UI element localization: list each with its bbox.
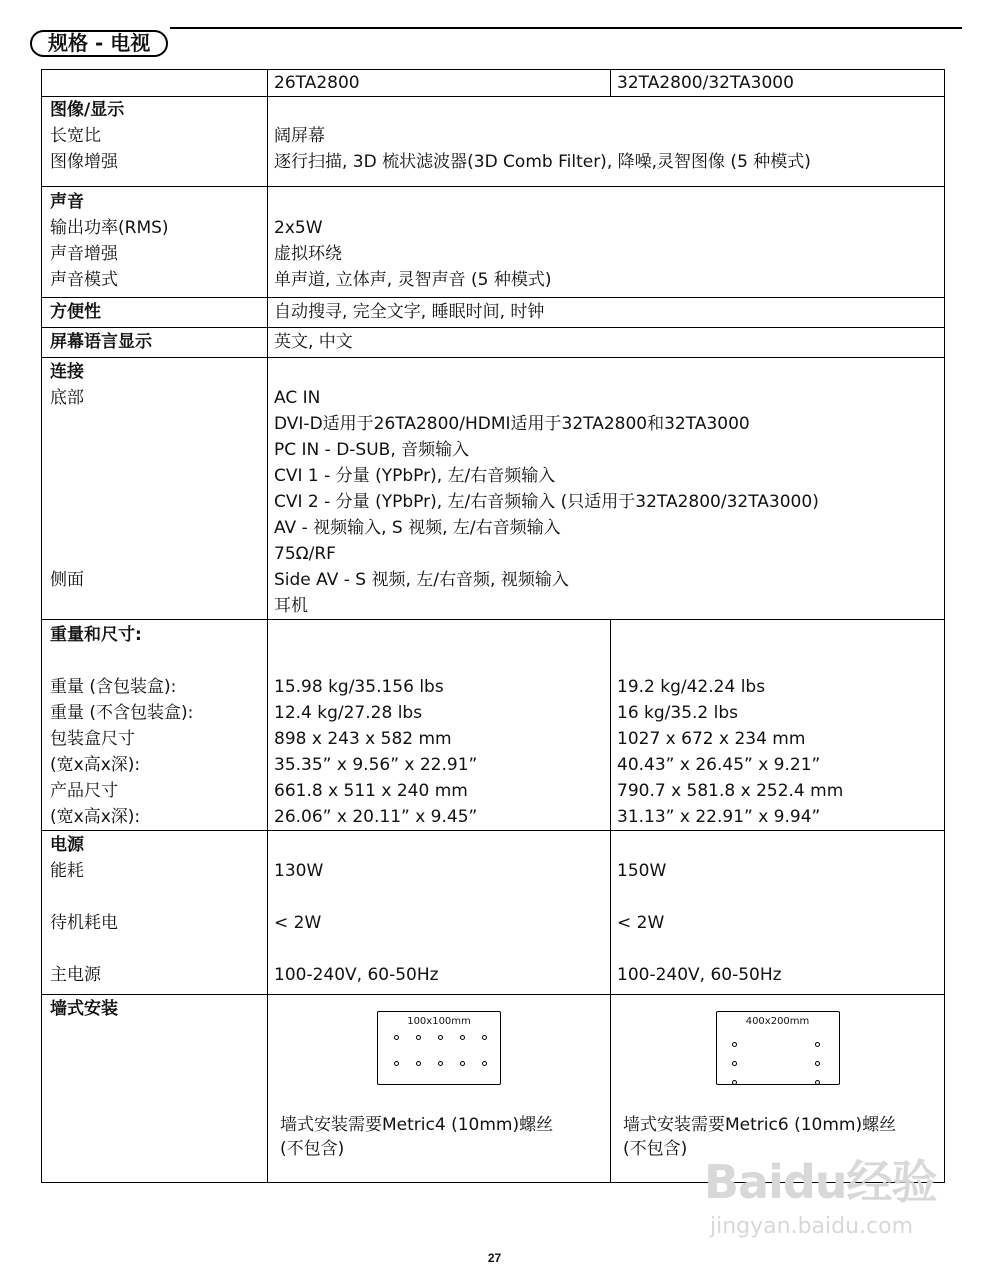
spec-value: 35.35” x 9.56” x 22.91” (274, 755, 478, 775)
spec-value: 12.4 kg/27.28 lbs (274, 703, 423, 723)
hole-dot (438, 1061, 443, 1066)
hole-dot (460, 1061, 465, 1066)
wall-mount-col-26 (268, 995, 611, 1183)
spec-label: 声音增强 (50, 244, 118, 264)
spec-value: AC IN (274, 388, 321, 408)
row-dimensions (42, 620, 945, 831)
watermark-url: jingyan.baidu.com (710, 1214, 914, 1239)
spec-label: 长宽比 (50, 126, 101, 146)
sound-labels (42, 187, 268, 298)
spec-label: 重量 (含包装盒): (50, 677, 177, 697)
row-sound (42, 187, 945, 298)
spec-value: 130W (274, 861, 324, 881)
wall-mount-note (611, 1085, 944, 1167)
spec-value: 虚拟环绕 (274, 244, 342, 264)
hole-dot (460, 1035, 465, 1040)
spec-value: 耳机 (274, 596, 308, 616)
wall-mount-diagram-400x200 (716, 1011, 840, 1085)
osd-label (42, 328, 268, 358)
spec-label: 待机耗电 (50, 913, 118, 933)
dimensions-labels (42, 620, 268, 831)
spec-label: 图像增强 (50, 152, 118, 172)
spec-value: 40.43” x 26.45” x 9.21” (617, 755, 821, 775)
row-power (42, 831, 945, 995)
category-title: 重量和尺寸: (50, 625, 142, 645)
row-wall-mount (42, 995, 945, 1183)
spec-label: 能耗 (50, 861, 84, 881)
wall-mount-label (42, 995, 268, 1183)
hole-dot (815, 1061, 820, 1066)
spec-value: 100-240V, 60-50Hz (617, 965, 782, 985)
spec-value: 单声道, 立体声, 灵智声音 (5 种模式) (274, 270, 552, 290)
convenience-value: 自动搜寻, 完全文字, 睡眠时间, 时钟 (268, 298, 945, 328)
spec-label: 产品尺寸 (50, 781, 118, 801)
spec-value: 16 kg/35.2 lbs (617, 703, 739, 723)
spec-value: AV - 视频输入, S 视频, 左/右音频输入 (274, 518, 561, 538)
category-title: 墙式安装 (50, 999, 118, 1019)
row-connectivity (42, 358, 945, 620)
hole-dot (732, 1080, 737, 1085)
spec-value: Side AV - S 视频, 左/右音频, 视频输入 (274, 570, 569, 590)
spec-value: 898 x 243 x 582 mm (274, 729, 452, 749)
spec-value: CVI 2 - 分量 (YPbPr), 左/右音频输入 (只适用于32TA2800/32TA3000) (274, 492, 819, 512)
spec-value: CVI 1 - 分量 (YPbPr), 左/右音频输入 (274, 466, 556, 486)
dimensions-col-32 (611, 620, 945, 831)
hole-dot (732, 1042, 737, 1047)
power-col-26 (268, 831, 611, 995)
spec-value: < 2W (617, 913, 665, 933)
spec-value: 26.06” x 20.11” x 9.45” (274, 807, 478, 827)
spec-label: 包装盒尺寸 (50, 729, 135, 749)
category-title: 方便性 (50, 302, 101, 322)
hole-dot (815, 1080, 820, 1085)
spec-label: 声音模式 (50, 270, 118, 290)
page-number: 27 (487, 1251, 502, 1265)
sound-values (268, 187, 945, 298)
spec-value: 790.7 x 581.8 x 252.4 mm (617, 781, 844, 801)
category-title: 声音 (50, 192, 84, 212)
spec-label: 主电源 (50, 965, 101, 985)
spec-value: 阔屏幕 (274, 126, 325, 146)
wall-mount-note-line: 墙式安装需要Metric4 (10mm)螺丝 (280, 1115, 554, 1135)
hole-dot (394, 1035, 399, 1040)
power-labels (42, 831, 268, 995)
spec-value: 100-240V, 60-50Hz (274, 965, 439, 985)
header-col1 (42, 70, 268, 97)
row-picture (42, 97, 945, 187)
spec-value: < 2W (274, 913, 322, 933)
spec-value: 19.2 kg/42.24 lbs (617, 677, 766, 697)
hole-dot (416, 1035, 421, 1040)
header-model-32: 32TA2800/32TA3000 (611, 70, 945, 97)
wall-mount-note-line: (不包含) (623, 1139, 688, 1159)
convenience-label (42, 298, 268, 328)
dimensions-col-26 (268, 620, 611, 831)
connectivity-labels (42, 358, 268, 620)
spec-value: 150W (617, 861, 667, 881)
spec-value: 1027 x 672 x 234 mm (617, 729, 806, 749)
wall-mount-note (268, 1085, 610, 1167)
hole-dot (394, 1061, 399, 1066)
diagram-label: 100x100mm (407, 1016, 471, 1027)
header-model-26: 26TA2800 (268, 70, 611, 97)
spec-label: (宽x高x深): (50, 755, 141, 775)
connectivity-values (268, 358, 945, 620)
wall-mount-note-line: (不包含) (280, 1139, 345, 1159)
category-title: 连接 (50, 362, 84, 382)
table-header-row (42, 70, 945, 97)
spec-value: 2x5W (274, 218, 323, 238)
wall-mount-col-32 (611, 995, 945, 1183)
spec-value: 75Ω/RF (274, 544, 336, 564)
top-rule (170, 27, 962, 29)
hole-dot (482, 1035, 487, 1040)
spec-value: DVI-D适用于26TA2800/HDMI适用于32TA2800和32TA3000 (274, 414, 750, 434)
hole-dot (438, 1035, 443, 1040)
hole-dot (482, 1061, 487, 1066)
category-title: 图像/显示 (50, 100, 125, 120)
row-osd (42, 328, 945, 358)
category-title: 电源 (50, 835, 84, 855)
page-title: 规格 - 电视 (30, 30, 168, 57)
hole-dot (416, 1061, 421, 1066)
row-convenience (42, 298, 945, 328)
wall-mount-note-line: 墙式安装需要Metric6 (10mm)螺丝 (623, 1115, 897, 1135)
power-col-32 (611, 831, 945, 995)
hole-dot (815, 1042, 820, 1047)
picture-values (268, 97, 945, 187)
spec-value: 661.8 x 511 x 240 mm (274, 781, 468, 801)
spec-value: 15.98 kg/35.156 lbs (274, 677, 444, 697)
wall-mount-diagram-100x100 (377, 1011, 501, 1085)
picture-labels (42, 97, 268, 187)
spec-label: 底部 (50, 388, 84, 408)
spec-table (41, 69, 945, 1183)
spec-value: PC IN - D-SUB, 音频输入 (274, 440, 470, 460)
osd-value: 英文, 中文 (268, 328, 945, 358)
watermark-brand: Baidu经验 (704, 1155, 937, 1209)
spec-value: 逐行扫描, 3D 梳状滤波器(3D Comb Filter), 降噪,灵智图像 (5 种模式) (274, 152, 811, 172)
category-title: 屏幕语言显示 (50, 332, 152, 352)
spec-label: 侧面 (50, 570, 84, 590)
spec-label: (宽x高x深): (50, 807, 141, 827)
spec-label: 重量 (不含包装盒): (50, 703, 194, 723)
spec-value: 31.13” x 22.91” x 9.94” (617, 807, 821, 827)
diagram-label: 400x200mm (745, 1016, 810, 1027)
spec-label: 输出功率(RMS) (50, 218, 169, 238)
hole-dot (732, 1061, 737, 1066)
